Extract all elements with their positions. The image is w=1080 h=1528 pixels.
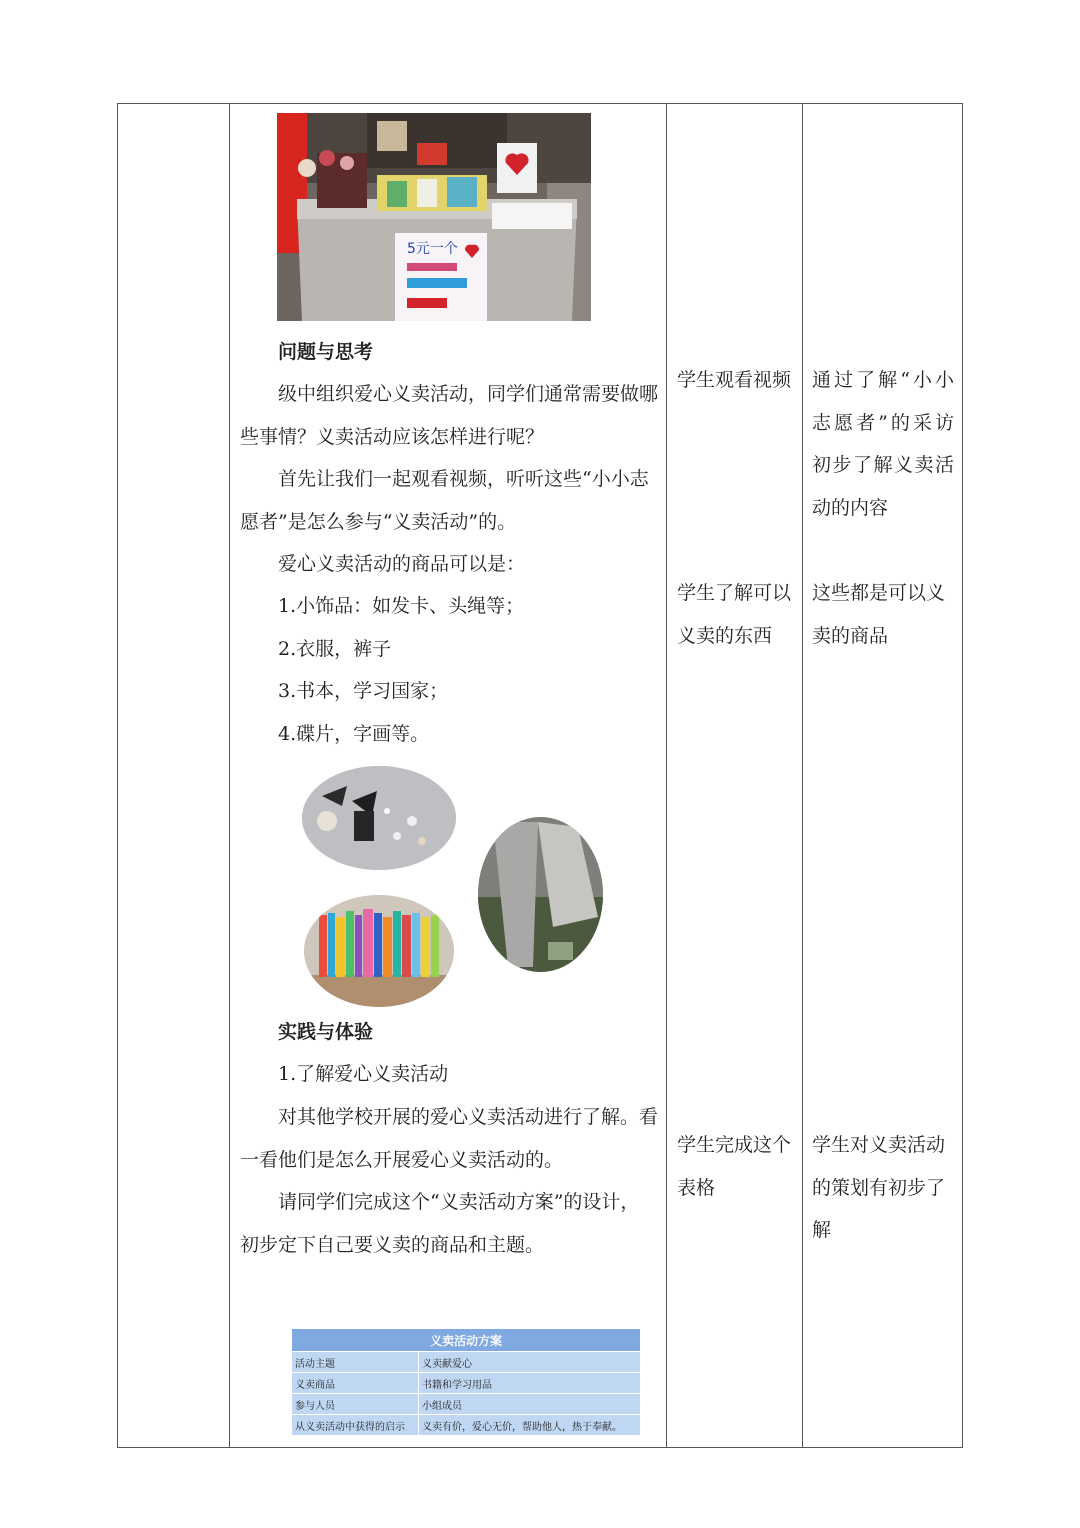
paragraph-2: 首先让我们一起观看视频，听听这些“小小志愿者”是怎么参与“义卖活动”的。 [240,468,649,533]
list-item: 4.碟片，字画等。 [278,723,430,745]
table-row [292,1352,641,1373]
list-item: 1.小饰品：如发卡、头绳等； [278,595,525,617]
section-heading-problem: 问题与思考 [278,341,374,363]
column-divider [666,104,667,1447]
clothes-photo [478,817,603,972]
student-activity-2: 学生了解可以义卖的东西 [677,582,792,647]
plan-key: 活动主题 [292,1352,419,1373]
paragraph-3: 爱心义卖活动的商品可以是： [278,553,526,575]
student-activity-1: 学生观看视频 [677,369,792,391]
plan-value: 义卖有价，爱心无价，帮助他人，热于奉献。 [419,1415,641,1436]
price-sign-text: 5元一个 [407,241,458,257]
charity-plan-table [291,1328,641,1436]
paragraph-5: 请同学们完成这个“义卖活动方案”的设计，初步定下自己要义卖的商品和主题。 [240,1191,640,1256]
section-heading-practice: 实践与体验 [278,1021,374,1043]
table-row [292,1394,641,1415]
plan-value: 书籍和学习用品 [419,1373,641,1394]
plan-value: 义卖献爱心 [419,1352,641,1373]
plan-key: 义卖商品 [292,1373,419,1394]
plan-key: 参与人员 [292,1394,419,1415]
column-divider [229,104,230,1447]
accessories-photo [302,766,456,870]
lesson-table [117,103,963,1448]
sub-heading: 1.了解爱心义卖活动 [278,1063,449,1085]
plan-table-title: 义卖活动方案 [292,1329,641,1352]
student-activity-3: 学生完成这个表格 [677,1134,792,1199]
table-row [292,1373,641,1394]
paragraph-1: 级中组织爱心义卖活动，同学们通常需要做哪些事情？义卖活动应该怎样进行呢？ [240,383,659,448]
list-item: 2.衣服，裤子 [278,638,392,660]
charity-stall-photo [277,113,591,321]
plan-key: 从义卖活动中获得的启示 [292,1415,419,1436]
table-row [292,1415,641,1436]
design-intent-2: 这些都是可以义卖的商品 [812,582,946,647]
list-item: 3.书本，学习国家； [278,680,449,702]
books-photo [304,895,454,1007]
column-divider [802,104,803,1447]
design-intent-1: 通过了解“小小志愿者”的采访初步了解义卖活动的内容 [812,369,954,519]
design-intent-3: 学生对义卖活动的策划有初步了解 [812,1134,946,1241]
plan-value: 小组成员 [419,1394,641,1415]
paragraph-4: 对其他学校开展的爱心义卖活动进行了解。看一看他们是怎么开展爱心义卖活动的。 [240,1106,659,1171]
